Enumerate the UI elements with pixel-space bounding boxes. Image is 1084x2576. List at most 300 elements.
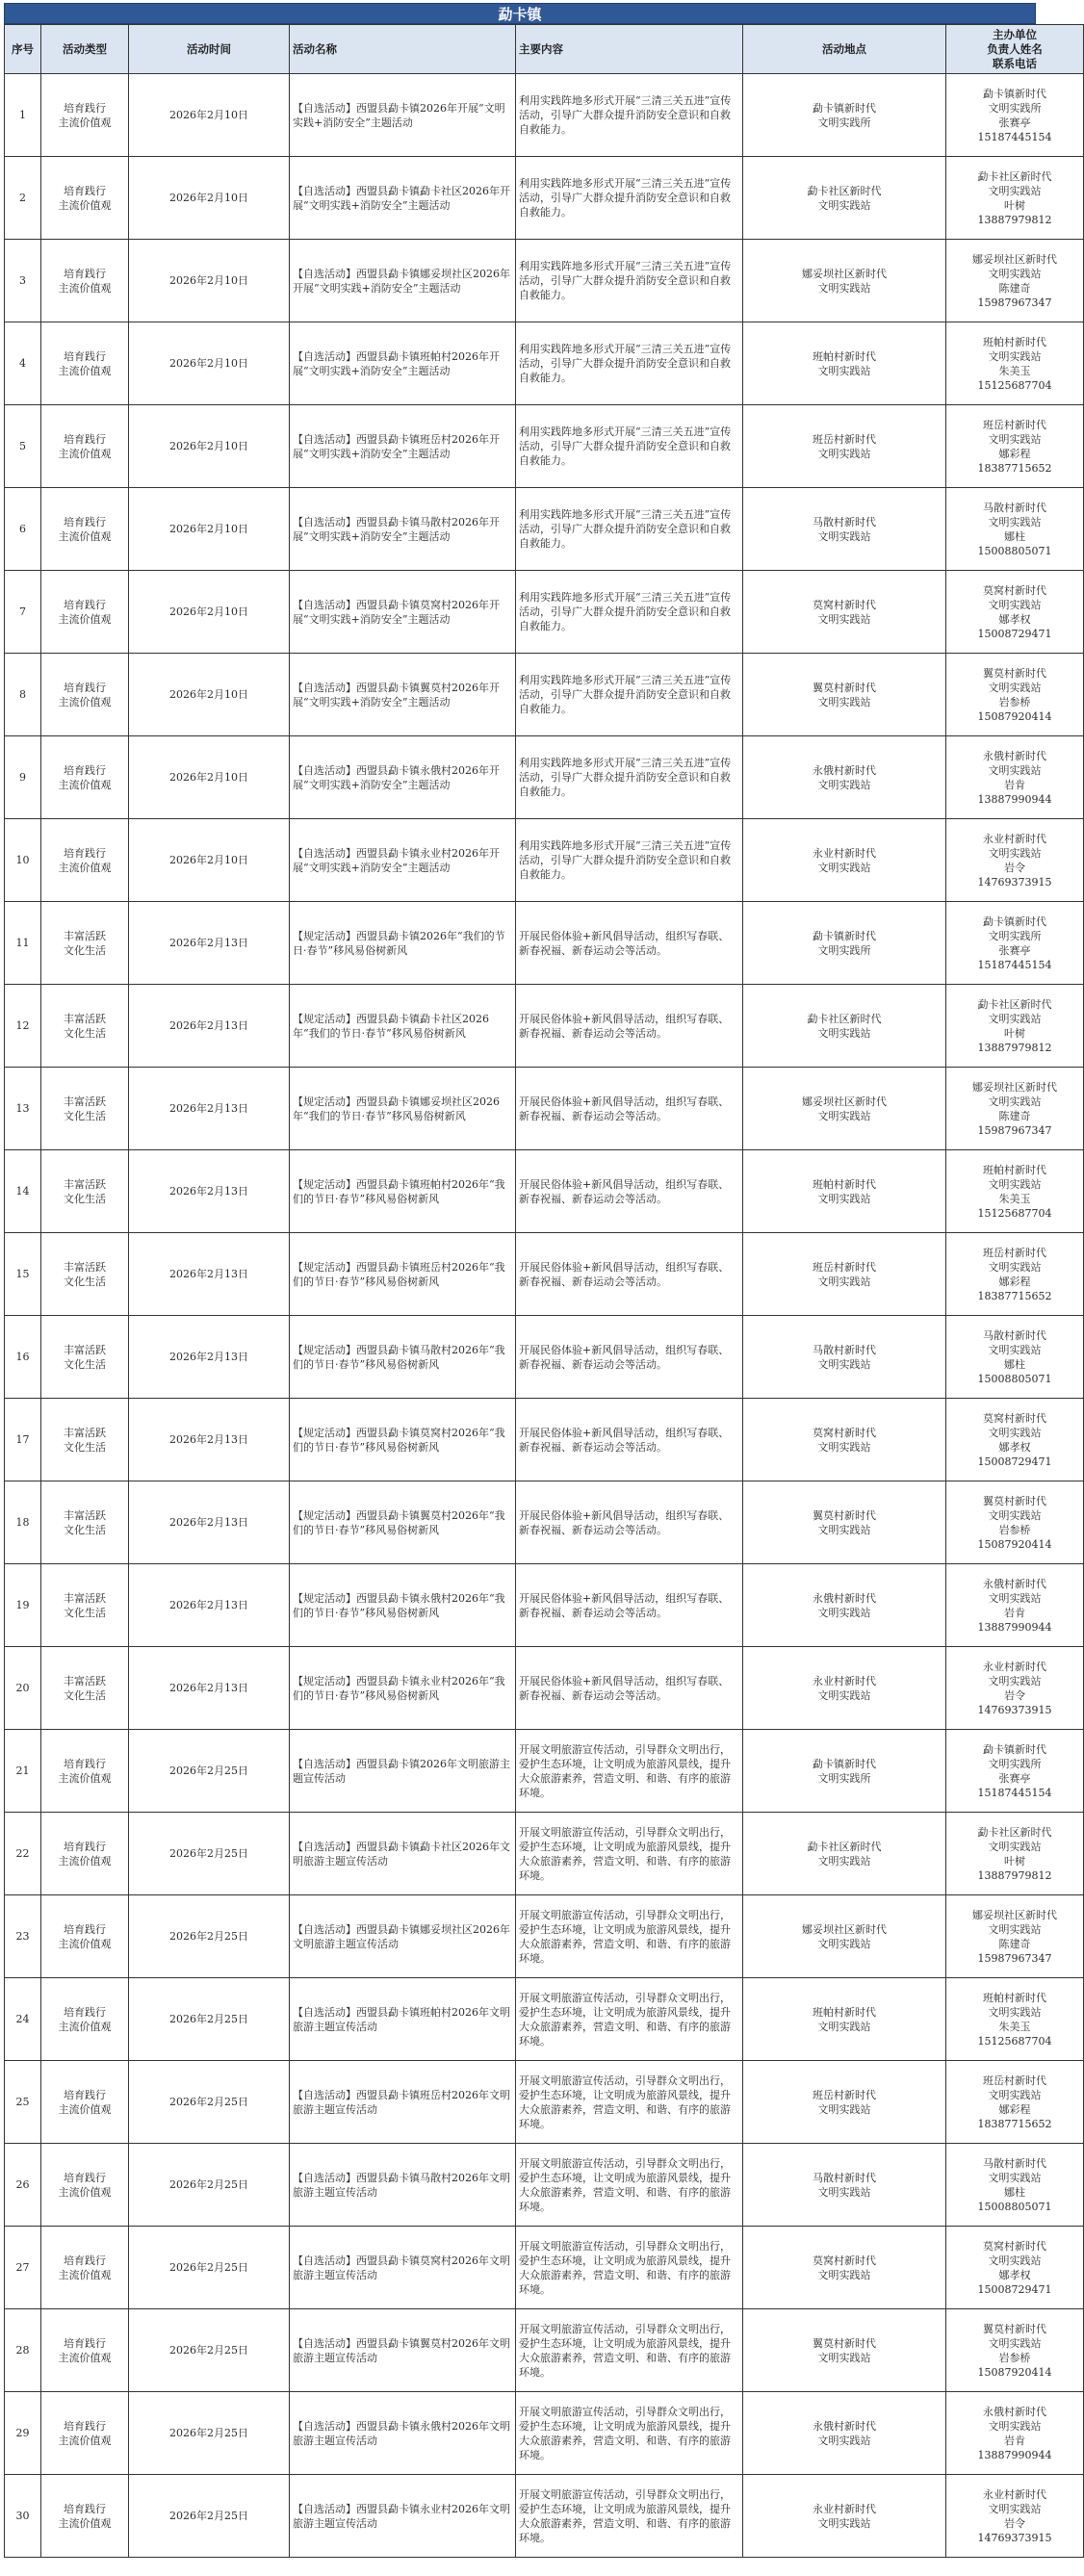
cell-place-line: 班岳村新时代 [813,1260,876,1274]
cell-place-line: 文明实践站 [817,778,871,791]
cell-activity-name: 【自选活动】西盟县勐卡镇翼莫村2026年文明旅游主题宣传活动 [290,2309,516,2392]
cell-organizer-line: 陈建奇 [998,281,1031,295]
cell-type-line: 文化生活 [64,1109,106,1122]
sheet-title: 勐卡镇 [4,3,1036,24]
cell-content: 开展文明旅游宣传活动，引导群众文明出行，爱护生态环境，让文明成为旅游风景线，提升大众旅游素养，营造文明、和谐、有序的旅游环境。 [516,1978,743,2061]
header-no: 序号 [5,25,41,74]
cell-organizer-line: 勐卡社区新时代 [977,1825,1052,1839]
cell-content: 利用实践阵地多形式开展“三清三关五进”宣传活动，引导广大群众提升消防安全意识和自救自救能力。 [516,736,743,819]
table-row [5,322,1084,405]
cell-place-line: 文明实践站 [817,695,871,708]
cell-organizer-line: 文明实践站 [988,2336,1042,2350]
cell-place-line: 班帕村新时代 [813,1177,876,1191]
cell-activity-name: 【自选活动】西盟县勐卡镇马散村2026年开展“文明实践+消防安全”主题活动 [290,488,516,571]
cell-organizer-line: 翼莫村新时代 [983,2322,1046,2335]
cell-place-line: 勐卡镇新时代 [813,929,876,942]
cell-time: 2026年2月10日 [129,322,290,405]
cell-organizer-line: 马散村新时代 [983,2156,1046,2170]
cell-organizer-line: 15008729471 [977,627,1052,640]
cell-activity-name: 【自选活动】西盟县勐卡镇勐卡社区2026年开展“文明实践+消防安全”主题活动 [290,157,516,240]
table-row [5,1564,1084,1647]
cell-organizer [946,74,1084,157]
cell-organizer-line: 13887979812 [977,1041,1052,1054]
cell-place-line: 勐卡社区新时代 [807,1840,882,1853]
cell-time: 2026年2月25日 [129,1813,290,1895]
cell-place-line: 文明实践站 [817,2185,871,2199]
cell-type-line: 文化生活 [64,1026,106,1040]
cell-organizer-line: 岩令 [1004,861,1025,874]
cell-place-line: 永俄村新时代 [813,763,876,777]
cell-content: 开展民俗体验+新风倡导活动，组织写春联、新春祝福、新春运动会等活动。 [516,1068,743,1150]
cell-organizer [946,405,1084,488]
cell-place [743,405,946,488]
cell-time: 2026年2月10日 [129,240,290,322]
cell-organizer-line: 15187445154 [977,1786,1052,1799]
cell-place-line: 文明实践所 [817,1771,871,1785]
cell-place-line: 文明实践站 [817,1440,871,1454]
cell-place-line: 文明实践站 [817,1523,871,1536]
cell-time: 2026年2月13日 [129,902,290,985]
cell-organizer-line: 岩肯 [1004,1606,1025,1619]
cell-organizer-line: 13887990944 [977,2448,1052,2461]
cell-organizer-line: 14769373915 [977,1703,1052,1716]
cell-type-line: 主流价值观 [58,2185,112,2199]
table-row [5,2144,1084,2227]
cell-activity-name: 【规定活动】西盟县勐卡镇勐卡社区2026年“我们的节日·春节”移风易俗树新风 [290,985,516,1068]
cell-organizer-line: 文明实践站 [988,1922,1042,1936]
cell-type [41,1068,129,1150]
cell-type-line: 主流价值观 [58,2268,112,2281]
cell-type [41,1730,129,1813]
cell-place-line: 永业村新时代 [813,2502,876,2515]
activity-table [4,24,1084,2558]
cell-time: 2026年2月25日 [129,1978,290,2061]
cell-organizer-line: 文明实践站 [988,2005,1042,2019]
table-row [5,2227,1084,2309]
cell-time: 2026年2月10日 [129,488,290,571]
cell-organizer-line: 永业村新时代 [983,1660,1046,1673]
table-row [5,2475,1084,2558]
cell-type-line: 培育践行 [64,2005,106,2019]
cell-place-line: 马散村新时代 [813,515,876,528]
cell-type-line: 丰富活跃 [64,1012,106,1025]
cell-activity-name: 【自选活动】西盟县勐卡镇班岳村2026年文明旅游主题宣传活动 [290,2061,516,2144]
cell-type [41,74,129,157]
cell-type-line: 主流价值观 [58,1854,112,1868]
cell-place-line: 文明实践站 [817,1357,871,1371]
cell-content: 开展文明旅游宣传活动，引导群众文明出行，爱护生态环境，让文明成为旅游风景线，提升大众旅游素养，营造文明、和谐、有序的旅游环境。 [516,2227,743,2309]
cell-type [41,1647,129,1730]
cell-organizer-line: 娜彩程 [998,1275,1031,1288]
cell-organizer-line: 文明实践站 [988,184,1042,197]
cell-type-line: 文化生活 [64,1688,106,1702]
cell-activity-name: 【自选活动】西盟县勐卡镇娜妥坝社区2026年文明旅游主题宣传活动 [290,1895,516,1978]
cell-type-line: 文化生活 [64,1275,106,1288]
cell-type [41,322,129,405]
table-row [5,1399,1084,1481]
cell-organizer-line: 15987967347 [977,296,1052,309]
cell-place-line: 翼莫村新时代 [813,681,876,694]
cell-no: 30 [5,2475,41,2558]
cell-place [743,736,946,819]
cell-type [41,157,129,240]
cell-no: 12 [5,985,41,1068]
cell-activity-name: 【自选活动】西盟县勐卡镇2026年开展“文明实践+消防安全”主题活动 [290,74,516,157]
cell-type-line: 培育践行 [64,846,106,860]
table-row [5,1647,1084,1730]
cell-type-line: 主流价值观 [58,2102,112,2116]
cell-time: 2026年2月13日 [129,1399,290,1481]
cell-organizer-line: 莫窝村新时代 [983,583,1046,597]
table-row [5,2309,1084,2392]
table-row [5,1068,1084,1150]
cell-type-line: 文化生活 [64,1357,106,1371]
cell-place-line: 文明实践站 [817,2102,871,2116]
cell-place-line: 文明实践站 [817,281,871,295]
cell-content: 利用实践阵地多形式开展“三清三关五进”宣传活动，引导广大群众提升消防安全意识和自救自救能力。 [516,488,743,571]
cell-organizer-line: 勐卡社区新时代 [977,169,1052,183]
cell-organizer-line: 文明实践站 [988,1426,1042,1439]
cell-type-line: 培育践行 [64,1922,106,1936]
cell-organizer-line: 文明实践站 [988,267,1042,280]
cell-place-line: 文明实践所 [817,116,871,129]
cell-place-line: 班岳村新时代 [813,432,876,446]
cell-type-line: 主流价值观 [58,861,112,874]
table-row [5,1316,1084,1399]
cell-activity-name: 【自选活动】西盟县勐卡镇翼莫村2026年开展“文明实践+消防安全”主题活动 [290,654,516,736]
cell-no: 9 [5,736,41,819]
cell-place [743,322,946,405]
cell-place [743,2392,946,2475]
cell-organizer-line: 15008805071 [977,2200,1052,2213]
cell-organizer-line: 文明实践站 [988,846,1042,860]
table-row [5,74,1084,157]
cell-organizer-line: 18387715652 [977,461,1052,475]
cell-organizer-line: 15187445154 [977,958,1052,971]
header-organizer [946,25,1084,74]
cell-place-line: 勐卡镇新时代 [813,101,876,115]
cell-organizer-line: 马散村新时代 [983,501,1046,514]
cell-place [743,2227,946,2309]
cell-place-line: 文明实践站 [817,2516,871,2530]
table-row [5,2392,1084,2475]
table-row [5,1813,1084,1895]
cell-type [41,1564,129,1647]
table-row [5,1233,1084,1316]
cell-organizer-line: 文明实践所 [988,929,1042,942]
cell-time: 2026年2月13日 [129,1068,290,1150]
cell-no: 19 [5,1564,41,1647]
cell-content: 开展文明旅游宣传活动，引导群众文明出行，爱护生态环境，让文明成为旅游风景线，提升大众旅游素养，营造文明、和谐、有序的旅游环境。 [516,1730,743,1813]
cell-organizer-line: 文明实践站 [988,432,1042,446]
cell-place [743,1730,946,1813]
cell-place [743,819,946,902]
table-row [5,240,1084,322]
cell-time: 2026年2月25日 [129,2309,290,2392]
cell-time: 2026年2月25日 [129,1730,290,1813]
cell-organizer [946,1978,1084,2061]
cell-place [743,1647,946,1730]
cell-type-line: 丰富活跃 [64,1260,106,1274]
cell-type-line: 培育践行 [64,2254,106,2267]
table-row [5,1150,1084,1233]
cell-place-line: 文明实践站 [817,447,871,460]
cell-type-line: 主流价值观 [58,447,112,460]
cell-organizer-line: 18387715652 [977,1289,1052,1302]
cell-organizer [946,2475,1084,2558]
cell-activity-name: 【规定活动】西盟县勐卡镇2026年“我们的节日·春节”移风易俗树新风 [290,902,516,985]
cell-organizer-line: 文明实践站 [988,515,1042,528]
cell-organizer-line: 永俄村新时代 [983,1577,1046,1590]
cell-organizer-line: 陈建奇 [998,1937,1031,1950]
cell-organizer-line: 永业村新时代 [983,2487,1046,2501]
cell-no: 15 [5,1233,41,1316]
cell-no: 16 [5,1316,41,1399]
cell-place-line: 文明实践站 [817,1192,871,1205]
cell-type [41,1813,129,1895]
cell-type-line: 主流价值观 [58,1771,112,1785]
cell-organizer [946,488,1084,571]
cell-type-line: 培育践行 [64,2336,106,2350]
cell-organizer-line: 娜妥坝社区新时代 [972,1080,1057,1094]
cell-type-line: 主流价值观 [58,198,112,212]
cell-place-line: 勐卡社区新时代 [807,1012,882,1025]
cell-organizer [946,1399,1084,1481]
cell-organizer-line: 文明实践站 [988,1508,1042,1522]
cell-type [41,985,129,1068]
cell-type [41,405,129,488]
table-row [5,819,1084,902]
cell-organizer-line: 岩参桥 [998,2351,1031,2364]
cell-organizer-line: 文明实践站 [988,1840,1042,1853]
cell-organizer [946,2227,1084,2309]
cell-time: 2026年2月10日 [129,405,290,488]
cell-place-line: 班帕村新时代 [813,349,876,363]
cell-organizer-line: 13887990944 [977,792,1052,806]
cell-type-line: 培育践行 [64,2171,106,2184]
table-row [5,1895,1084,1978]
cell-organizer-line: 班帕村新时代 [983,1991,1046,2004]
cell-place [743,157,946,240]
cell-organizer-line: 陈建奇 [998,1109,1031,1122]
cell-organizer-line: 娜柱 [1004,529,1025,543]
cell-content: 开展民俗体验+新风倡导活动，组织写春联、新春祝福、新春运动会等活动。 [516,1399,743,1481]
cell-type [41,2392,129,2475]
cell-organizer-line: 文明实践站 [988,1343,1042,1356]
cell-no: 13 [5,1068,41,1150]
cell-organizer-line: 叶树 [1004,198,1025,212]
cell-no: 23 [5,1895,41,1978]
cell-type-line: 培育践行 [64,2419,106,2433]
cell-organizer-line: 张赛亭 [998,116,1031,129]
cell-organizer-line: 文明实践站 [988,1591,1042,1605]
cell-content: 开展民俗体验+新风倡导活动，组织写春联、新春祝福、新春运动会等活动。 [516,1564,743,1647]
cell-content: 利用实践阵地多形式开展“三清三关五进”宣传活动，引导广大群众提升消防安全意识和自救自救能力。 [516,571,743,654]
table-row [5,2061,1084,2144]
cell-place [743,1481,946,1564]
cell-organizer-line: 勐卡社区新时代 [977,997,1052,1011]
cell-content: 开展民俗体验+新风倡导活动，组织写春联、新春祝福、新春运动会等活动。 [516,1647,743,1730]
cell-organizer-line: 叶树 [1004,1026,1025,1040]
cell-place [743,1813,946,1895]
cell-type-line: 丰富活跃 [64,1508,106,1522]
cell-place-line: 文明实践站 [817,2434,871,2447]
cell-organizer-line: 15008805071 [977,1372,1052,1385]
cell-organizer-line: 文明实践站 [988,2254,1042,2267]
cell-organizer [946,1813,1084,1895]
cell-activity-name: 【规定活动】西盟县勐卡镇娜妥坝社区2026年“我们的节日·春节”移风易俗树新风 [290,1068,516,1150]
cell-organizer-line: 14769373915 [977,2531,1052,2544]
cell-organizer-line: 15087920414 [977,1537,1052,1551]
cell-place-line: 文明实践站 [817,861,871,874]
cell-organizer-line: 娜柱 [1004,1357,1025,1371]
cell-type-line: 丰富活跃 [64,1674,106,1687]
cell-organizer-line: 文明实践站 [988,2419,1042,2433]
cell-place [743,2061,946,2144]
cell-content: 开展文明旅游宣传活动，引导群众文明出行，爱护生态环境，让文明成为旅游风景线，提升大众旅游素养，营造文明、和谐、有序的旅游环境。 [516,2309,743,2392]
cell-organizer-line: 班岳村新时代 [983,1246,1046,1259]
cell-no: 4 [5,322,41,405]
cell-organizer [946,1150,1084,1233]
cell-organizer-line: 18387715652 [977,2117,1052,2130]
table-row [5,902,1084,985]
cell-type [41,1233,129,1316]
cell-organizer [946,2061,1084,2144]
cell-organizer-line: 娜妥坝社区新时代 [972,1908,1057,1921]
cell-organizer [946,736,1084,819]
cell-place-line: 文明实践站 [817,1026,871,1040]
cell-no: 28 [5,2309,41,2392]
cell-organizer-line: 15008729471 [977,1455,1052,1468]
table-row [5,488,1084,571]
cell-type-line: 培育践行 [64,1757,106,1770]
cell-place-line: 马散村新时代 [813,1343,876,1356]
cell-organizer-line: 文明实践站 [988,1260,1042,1274]
cell-type-line: 培育践行 [64,2088,106,2101]
cell-organizer-line: 文明实践站 [988,681,1042,694]
cell-place [743,240,946,322]
table-row [5,157,1084,240]
cell-no: 6 [5,488,41,571]
cell-activity-name: 【自选活动】西盟县勐卡镇班帕村2026年开展“文明实践+消防安全”主题活动 [290,322,516,405]
cell-type-line: 主流价值观 [58,116,112,129]
cell-organizer-line: 永俄村新时代 [983,749,1046,762]
cell-organizer-line: 班帕村新时代 [983,1163,1046,1176]
cell-organizer-line: 娜孝权 [998,2268,1031,2281]
cell-no: 5 [5,405,41,488]
cell-place [743,1564,946,1647]
cell-place-line: 文明实践站 [817,1109,871,1122]
cell-no: 3 [5,240,41,322]
cell-content: 开展民俗体验+新风倡导活动，组织写春联、新春祝福、新春运动会等活动。 [516,902,743,985]
cell-organizer-line: 勐卡镇新时代 [983,914,1046,928]
cell-type-line: 主流价值观 [58,529,112,543]
cell-organizer-line: 文明实践站 [988,2171,1042,2184]
cell-type-line: 主流价值观 [58,612,112,626]
cell-type-line: 培育践行 [64,598,106,611]
cell-type-line: 文化生活 [64,943,106,957]
cell-organizer-line: 文明实践站 [988,763,1042,777]
cell-place [743,985,946,1068]
table-row [5,1978,1084,2061]
cell-place [743,1068,946,1150]
cell-content: 开展民俗体验+新风倡导活动，组织写春联、新春祝福、新春运动会等活动。 [516,1233,743,1316]
cell-organizer-line: 文明实践站 [988,2502,1042,2515]
cell-type [41,2309,129,2392]
cell-type [41,902,129,985]
cell-organizer-line: 15987967347 [977,1951,1052,1965]
cell-activity-name: 【自选活动】西盟县勐卡镇永业村2026年开展“文明实践+消防安全”主题活动 [290,819,516,902]
cell-type-line: 培育践行 [64,763,106,777]
cell-organizer-line: 13887979812 [977,1868,1052,1882]
cell-no: 11 [5,902,41,985]
cell-organizer [946,1233,1084,1316]
cell-place [743,2475,946,2558]
cell-organizer-line: 文明实践站 [988,1095,1042,1108]
cell-type-line: 丰富活跃 [64,1343,106,1356]
cell-type-line: 主流价值观 [58,2351,112,2364]
cell-content: 开展文明旅游宣传活动，引导群众文明出行，爱护生态环境，让文明成为旅游风景线，提升大众旅游素养，营造文明、和谐、有序的旅游环境。 [516,2144,743,2227]
cell-content: 开展文明旅游宣传活动，引导群众文明出行，爱护生态环境，让文明成为旅游风景线，提升大众旅游素养，营造文明、和谐、有序的旅游环境。 [516,2392,743,2475]
cell-organizer-line: 文明实践站 [988,2088,1042,2101]
cell-place [743,654,946,736]
cell-organizer-line: 15125687704 [977,378,1052,392]
cell-organizer-line: 15125687704 [977,2034,1052,2048]
cell-organizer-line: 娜孝权 [998,1440,1031,1454]
cell-type-line: 主流价值观 [58,364,112,377]
cell-organizer-line: 13887979812 [977,213,1052,226]
cell-no: 21 [5,1730,41,1813]
cell-organizer [946,2392,1084,2475]
cell-place [743,1895,946,1978]
table-row [5,654,1084,736]
table-row [5,405,1084,488]
cell-time: 2026年2月25日 [129,1895,290,1978]
cell-place-line: 莫窝村新时代 [813,2254,876,2267]
cell-organizer-line: 张赛亭 [998,1771,1031,1785]
cell-no: 10 [5,819,41,902]
cell-activity-name: 【自选活动】西盟县勐卡镇莫窝村2026年开展“文明实践+消防安全”主题活动 [290,571,516,654]
cell-content: 开展文明旅游宣传活动，引导群众文明出行，爱护生态环境，让文明成为旅游风景线，提升大众旅游素养，营造文明、和谐、有序的旅游环境。 [516,2475,743,2558]
cell-organizer [946,1481,1084,1564]
cell-organizer-line: 叶树 [1004,1854,1025,1868]
cell-organizer-line: 娜柱 [1004,2185,1025,2199]
cell-organizer-line: 岩令 [1004,2516,1025,2530]
cell-organizer [946,1316,1084,1399]
cell-organizer-line: 文明实践站 [988,1177,1042,1191]
cell-organizer [946,1730,1084,1813]
cell-place-line: 永业村新时代 [813,846,876,860]
cell-time: 2026年2月13日 [129,1481,290,1564]
cell-time: 2026年2月10日 [129,74,290,157]
cell-type [41,2227,129,2309]
header-time: 活动时间 [129,25,290,74]
cell-activity-name: 【自选活动】西盟县勐卡镇马散村2026年文明旅游主题宣传活动 [290,2144,516,2227]
cell-type-line: 主流价值观 [58,778,112,791]
header-organizer-line: 负责人姓名 [987,41,1043,56]
cell-no: 26 [5,2144,41,2227]
cell-organizer-line: 14769373915 [977,875,1052,889]
cell-place-line: 文明实践站 [817,198,871,212]
cell-activity-name: 【自选活动】西盟县勐卡镇永俄村2026年文明旅游主题宣传活动 [290,2392,516,2475]
cell-organizer-line: 娜彩程 [998,2102,1031,2116]
cell-organizer [946,1564,1084,1647]
cell-place-line: 永俄村新时代 [813,1591,876,1605]
cell-no: 24 [5,1978,41,2061]
cell-type [41,2144,129,2227]
cell-organizer-line: 娜孝权 [998,612,1031,626]
cell-organizer-line: 15187445154 [977,130,1052,143]
